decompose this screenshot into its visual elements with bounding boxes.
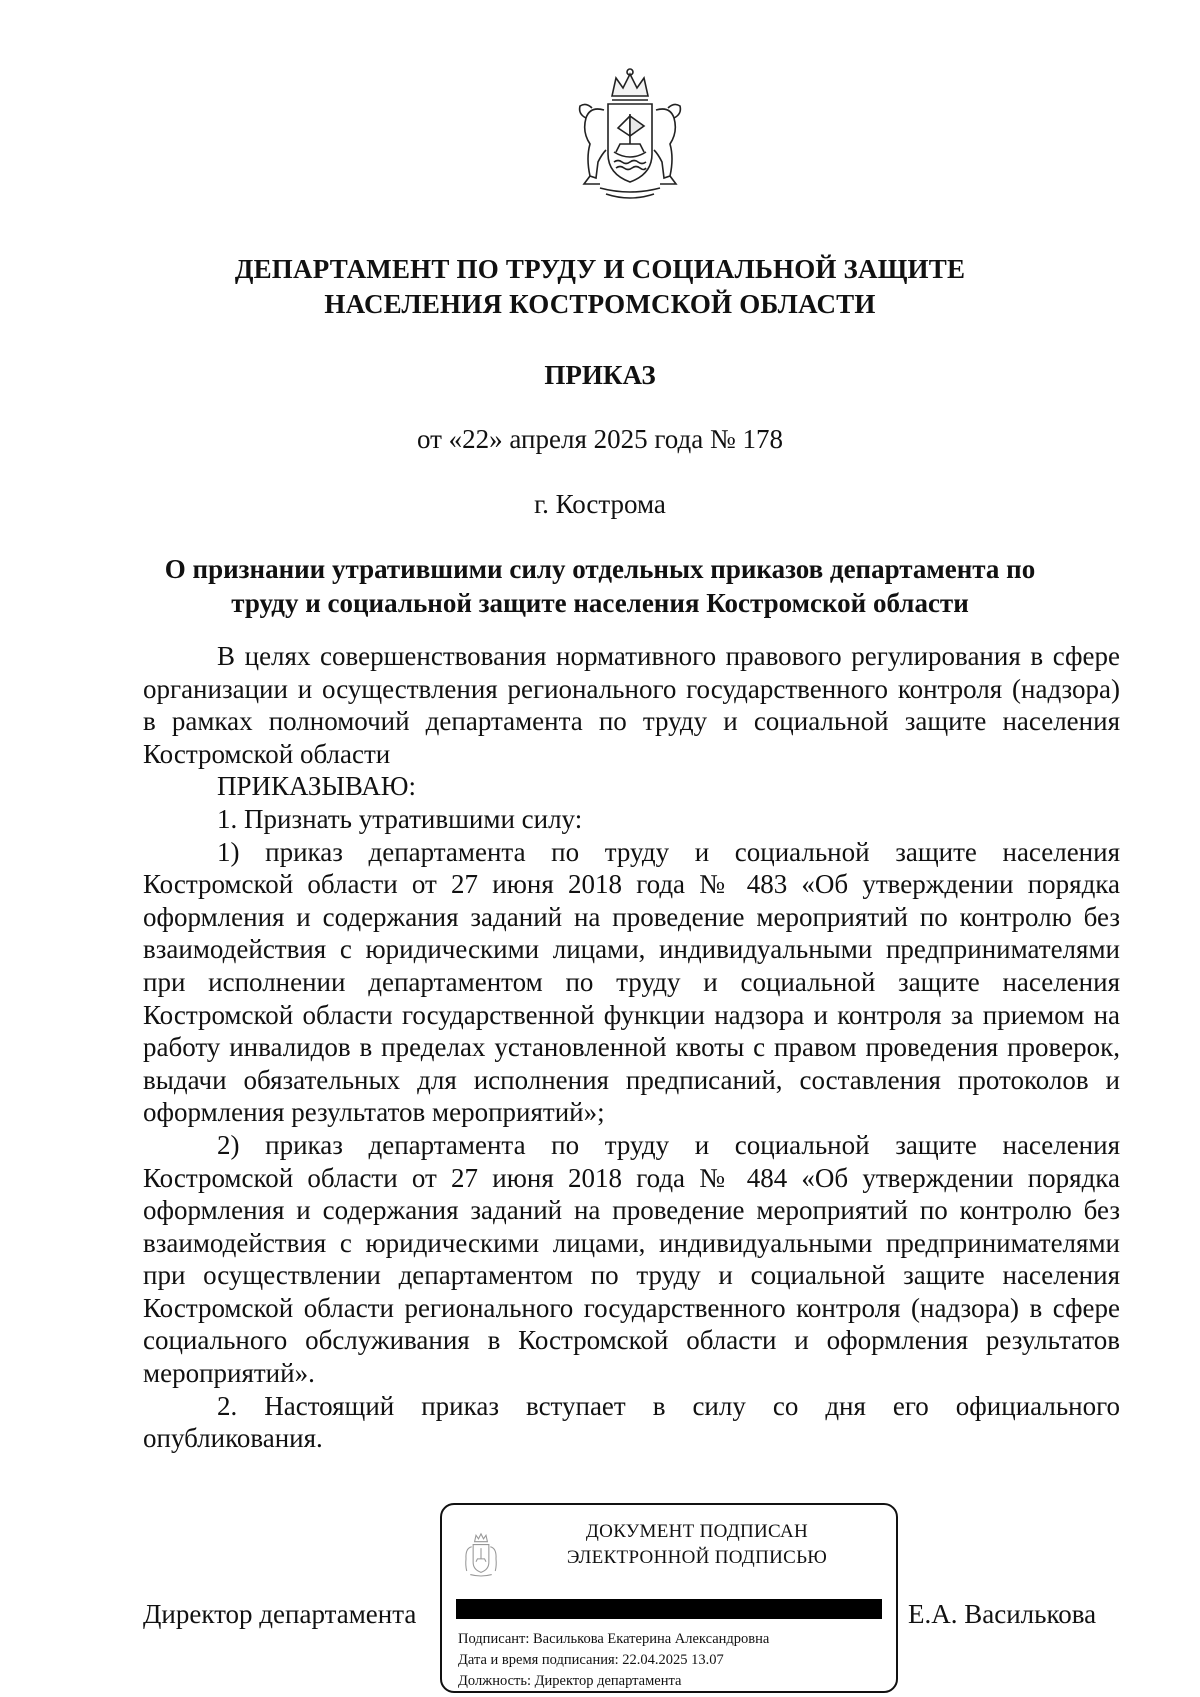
stamp-heading-line1: ДОКУМЕНТ ПОДПИСАН [585,1521,809,1542]
preamble-paragraph: В целях совершенствования нормативного правового регулирования в сфере организации и осуществления регионального государственного контроля (надзора) в рамках полномочий департамента по труду и социальной защите населения Костромской области [143,641,1120,769]
document-title-line2: труду и социальной защите населения Костромской области [231,588,969,618]
point-1: 1. Признать утратившими силу: [217,803,583,834]
stamp-heading-line2: ЭЛЕКТРОННОЙ ПОДПИСЬЮ [566,1547,828,1568]
organization-name-line1: ДЕПАРТАМЕНТ ПО ТРУДУ И СОЦИАЛЬНОЙ ЗАЩИТЕ [234,254,966,284]
point-2: 2. Настоящий приказ вступает в силу со дня его официального опубликования. [143,1390,1120,1454]
stamp-coat-of-arms-icon [456,1531,506,1581]
order-word: ПРИКАЗЫВАЮ: [217,771,416,802]
electronic-signature-stamp [440,1503,898,1693]
organization-name [150,252,1050,322]
document-body [143,640,1120,1455]
stamp-signer: Подписант: Василькова Екатерина Александровна [458,1631,770,1647]
point-1-item-1: 1) приказ департамента по труду и социальной защите населения Костромской области от 27 июня 2018 года № 483 «Об утверждении порядка оформления и содержания заданий на проведение мероприятий по контролю без взаимодействия с юридическими лицами, индивидуальными предпринимателями при исполнении департаментом по труду и социальной защите населения Костромской области государственной функции надзора и контроля за приемом на работу инвалидов в пределах установленной квоты с правом проведения проверок, выдачи обязательных для исполнения предписаний, составления протоколов и оформления результатов мероприятий»; [143,836,1120,1128]
organization-name-line2: НАСЕЛЕНИЯ КОСТРОМСКОЙ ОБЛАСТИ [324,289,876,319]
redacted-certificate-bar [456,1599,882,1619]
document-title-line1: О признании утратившими силу отдельных приказов департамента по [164,554,1036,584]
document-city: г. Кострома [534,489,666,519]
stamp-signed-at: Дата и время подписания: 22.04.2025 13.07 [458,1652,724,1668]
point-1-item-2: 2) приказ департамента по труду и социальной защите населения Костромской области от 27 июня 2018 года № 484 «Об утверждении порядка оформления и содержания заданий на проведение мероприятий по контролю без взаимодействия с юридическими лицами, индивидуальными предпринимателями при осуществлении департаментом по труду и социальной защите населения Костромской области регионального государственного контроля (надзора) в сфере социального обслуживания в Костромской области и оформления результатов мероприятий». [143,1129,1120,1389]
stamp-heading [512,1519,882,1571]
document-type: ПРИКАЗ [544,360,656,390]
stamp-details [458,1629,769,1692]
document-date-number: от «22» апреля 2025 года № 178 [416,424,783,454]
signatory-position: Директор департамента [143,1599,417,1629]
document-title [150,552,1050,620]
kostroma-coat-of-arms-icon [560,66,700,206]
signatory-name: Е.А. Василькова [908,1599,1097,1629]
stamp-position: Должность: Директор департамента [458,1673,682,1689]
